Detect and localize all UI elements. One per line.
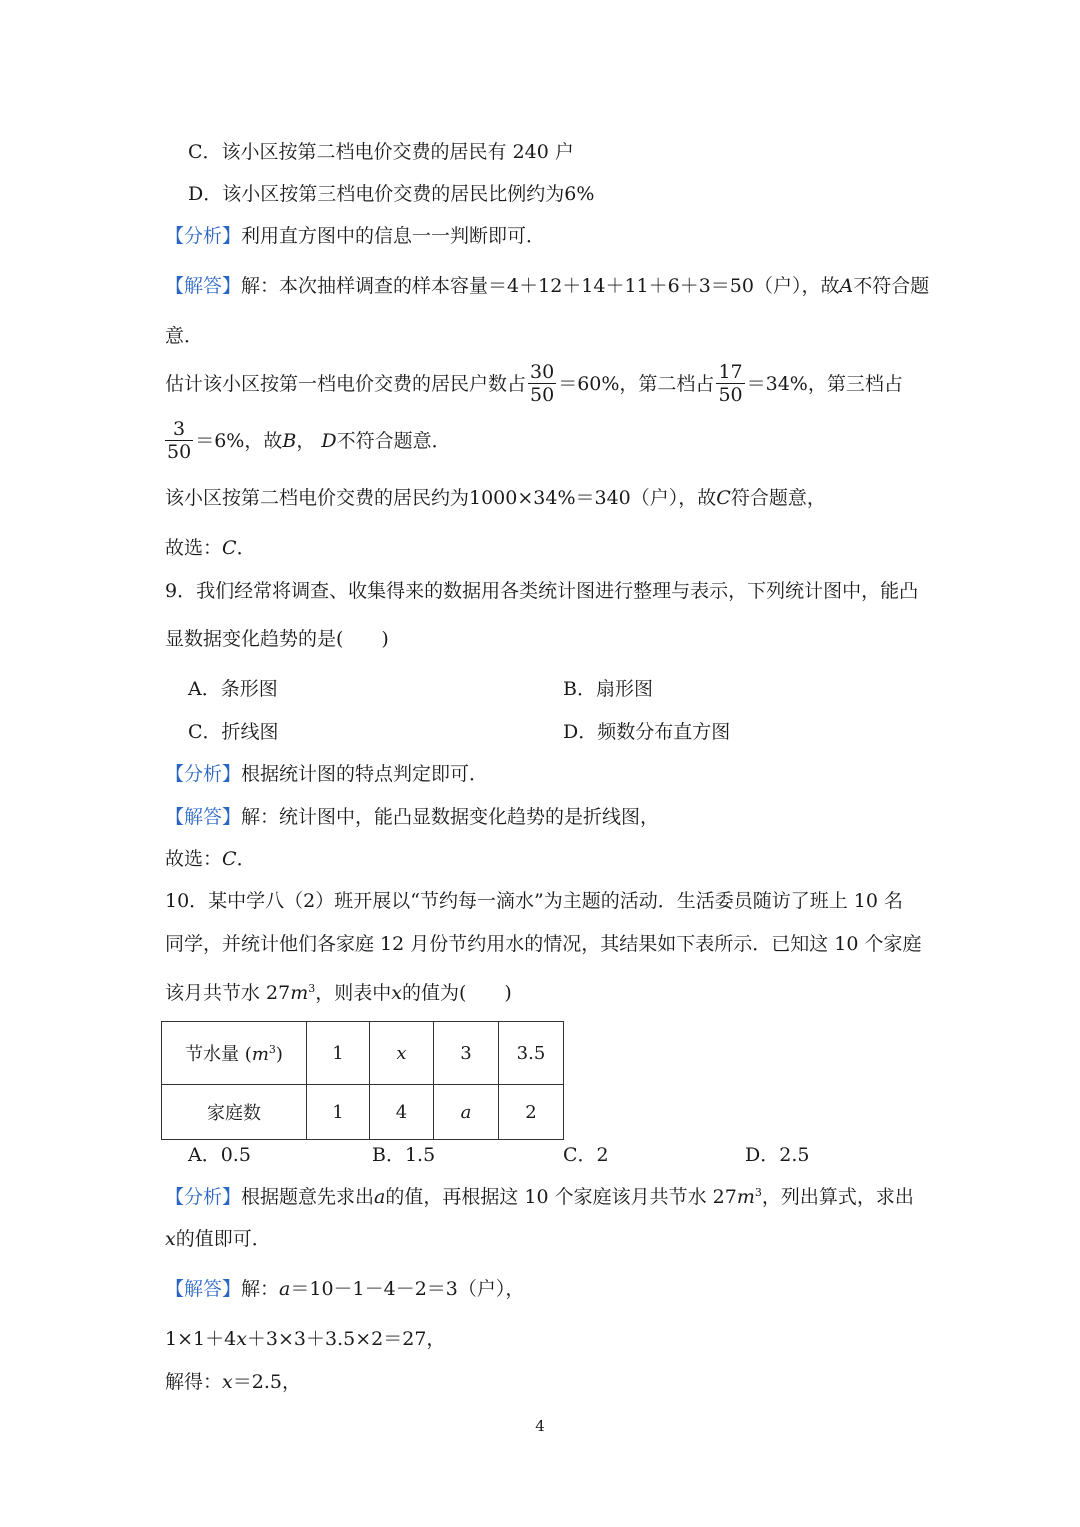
table-cell: x (370, 1022, 434, 1085)
answer-tag: 【解答】 (165, 806, 242, 828)
text: ) (275, 1044, 283, 1065)
table-cell: 3 (434, 1022, 499, 1085)
table-row (162, 1022, 564, 1085)
text: 解： (241, 1278, 280, 1300)
text: 的值，再根据这 10 个家庭该月共节水 27 (385, 1186, 737, 1208)
denominator: 50 (718, 383, 743, 406)
text: ． (236, 537, 256, 559)
denominator: 50 (530, 383, 555, 406)
q10-stem-line-3 (165, 980, 512, 1006)
table-cell: 2 (499, 1085, 564, 1140)
text: 根据题意先求出 (241, 1186, 375, 1208)
math-var: a (279, 1278, 291, 1300)
q9-analysis (165, 761, 488, 787)
superscript: 3 (754, 1186, 762, 1199)
table-header-cell (162, 1022, 307, 1085)
q10-option-b: B．1.5 (372, 1144, 436, 1166)
answer-tag: 【解答】 (165, 275, 242, 297)
fraction-30-50 (528, 361, 556, 406)
water-saving-table (161, 1021, 564, 1140)
q10-solve-line (165, 1369, 301, 1395)
page-number: 4 (535, 1417, 545, 1435)
q8-estimate-line (165, 358, 903, 410)
text: 估计该小区按第一档电价交费的居民户数占 (165, 373, 527, 395)
table-cell: 3.5 (499, 1022, 564, 1085)
analysis-tag: 【分析】 (165, 763, 242, 785)
math-var: a (374, 1186, 386, 1208)
answer-text: 不符合题 (853, 275, 930, 297)
math-var: m (251, 1044, 269, 1065)
text: 的值即可． (175, 1228, 271, 1250)
q9-stem-line-1: 9．我们经常将调查、收集得来的数据用各类统计图进行整理与表示，下列统计图中，能凸 (165, 580, 919, 602)
math-var: x (165, 1228, 176, 1250)
q8-answer-line-1 (165, 273, 929, 299)
q10-stem-line-1: 10．某中学八（2）班开展以“节约每一滴水”为主题的活动．生活委员随访了班上 10 名 (165, 890, 903, 912)
q8-answer-line-2: 意． (165, 325, 204, 347)
text: ，列出算式，求出 (761, 1186, 914, 1208)
answer-tag: 【解答】 (165, 1278, 242, 1300)
math-var: x (222, 1371, 233, 1393)
q9-option-d: D．频数分布直方图 (563, 721, 731, 743)
q10-option-c: C．2 (563, 1144, 609, 1166)
math-var: D (321, 430, 337, 452)
q9-answer (165, 804, 659, 830)
text: ． (236, 848, 256, 870)
math-var: C (222, 537, 237, 559)
text: ＝60%，第二档占 (558, 373, 715, 395)
superscript: 3 (308, 982, 316, 995)
numerator: 3 (165, 418, 193, 441)
q10-equation-line (165, 1326, 445, 1352)
q8-estimate-line-2 (165, 415, 451, 467)
q10-answer-line (165, 1276, 524, 1302)
math-var: C (222, 848, 237, 870)
math-var: m (736, 1186, 755, 1208)
text: 该月共节水 27 (165, 982, 291, 1004)
superscript: 3 (268, 1043, 276, 1056)
q8-calc-line (165, 485, 826, 511)
analysis-tag: 【分析】 (165, 225, 242, 247)
text: 节水量 ( (185, 1044, 252, 1065)
text: ＝10－1－4－2＝3（户）， (290, 1278, 525, 1300)
q10-analysis-line-1 (165, 1184, 914, 1210)
text: 的值为( ) (401, 982, 512, 1004)
denominator: 50 (167, 440, 192, 463)
q9-choose-line (165, 846, 256, 872)
text: ＝6%，故 (195, 430, 283, 452)
text: ， (296, 430, 316, 452)
table-cell: 4 (370, 1085, 434, 1140)
q8-option-c: C．该小区按第二档电价交费的居民有 240 户 (188, 141, 574, 163)
table-cell: 1 (307, 1022, 370, 1085)
q8-option-d: D．该小区按第三档电价交费的居民比例约为6% (188, 183, 595, 205)
text: ，则表中 (315, 982, 392, 1004)
math-var: m (290, 982, 309, 1004)
text: 故选： (165, 537, 223, 559)
text: 符合题意， (730, 487, 826, 509)
fraction-3-50 (165, 418, 193, 463)
q9-option-c: C．折线图 (188, 721, 279, 743)
table-cell: a (434, 1085, 499, 1140)
text: 解得： (165, 1371, 223, 1393)
text: 故选： (165, 848, 223, 870)
q9-stem-line-2: 显数据变化趋势的是( ) (165, 628, 389, 650)
text: 不符合题意． (336, 430, 451, 452)
math-var: C (716, 487, 731, 509)
table-header-cell: 家庭数 (162, 1085, 307, 1140)
q8-analysis (165, 223, 545, 249)
q8-choose-line (165, 535, 256, 561)
answer-text: 解：本次抽样调查的样本容量＝4＋12＋14＋11＋6＋3＝50（户），故 (241, 275, 840, 297)
numerator: 30 (530, 360, 555, 383)
q10-option-a: A．0.5 (188, 1144, 251, 1166)
answer-text: 解：统计图中，能凸显数据变化趋势的是折线图， (241, 806, 660, 828)
table-row (162, 1085, 564, 1140)
analysis-text: 根据统计图的特点判定即可． (241, 763, 489, 785)
text: ＝2.5， (232, 1371, 301, 1393)
text: 该小区按第二档电价交费的居民约为1000×34%＝340（户），故 (165, 487, 717, 509)
text: 1×1＋4 (165, 1328, 237, 1350)
text: ＝34%，第三档占 (746, 373, 903, 395)
math-var: x (236, 1328, 247, 1350)
math-var: B (282, 430, 297, 452)
q10-analysis-line-2 (165, 1226, 271, 1252)
q10-option-d: D．2.5 (745, 1144, 810, 1166)
q9-option-a: A．条形图 (188, 678, 278, 700)
analysis-text: 利用直方图中的信息一一判断即可． (241, 225, 546, 247)
math-var: A (839, 275, 854, 297)
math-var: x (391, 982, 402, 1004)
q10-stem-line-2: 同学，并统计他们各家庭 12 月份节约用水的情况，其结果如下表所示．已知这 10 个家庭 (165, 933, 922, 955)
text: ＋3×3＋3.5×2＝27， (246, 1328, 446, 1350)
numerator: 17 (718, 360, 743, 383)
analysis-tag: 【分析】 (165, 1186, 242, 1208)
fraction-17-50 (716, 361, 744, 406)
table-cell: 1 (307, 1085, 370, 1140)
q9-option-b: B．扇形图 (563, 678, 653, 700)
